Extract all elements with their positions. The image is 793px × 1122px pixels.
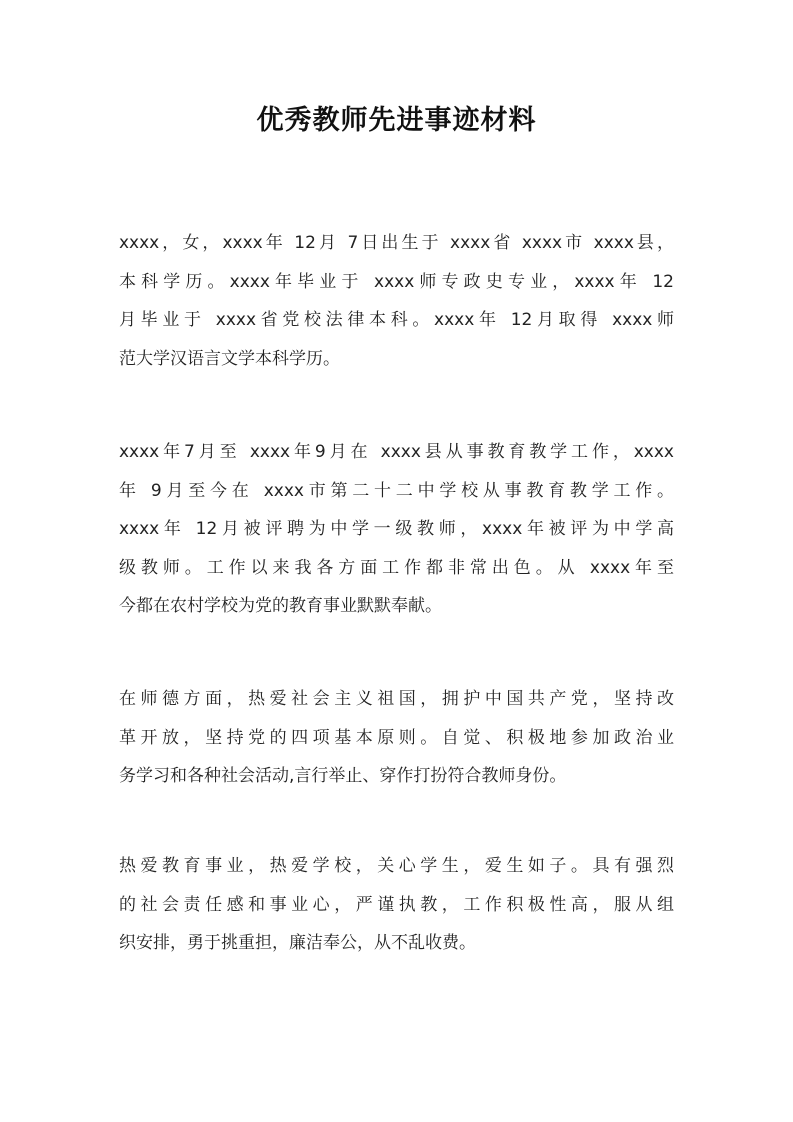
document-title: 优秀教师先进事迹材料: [256, 105, 537, 136]
paragraph-line: 今都在农村学校为党的教育事业默默奉献。: [119, 596, 442, 616]
paragraph-line: xxxx，女，xxxx年 12月 7日出生于 xxxx省 xxxx市 xxxx县，: [119, 233, 674, 253]
paragraph-3: [119, 680, 674, 796]
paragraph-line: 在师德方面，热爱社会主义祖国，拥护中国共产党，坚持改: [119, 689, 674, 709]
paragraph-line: 的社会责任感和事业心，严谨执教，工作积极性高，服从组: [119, 894, 674, 915]
paragraph-4: [119, 847, 674, 963]
paragraph-line: 务学习和各种社会活动,言行举止、穿作打扮符合教师身份。: [119, 766, 567, 786]
paragraph-line: 级教师。工作以来我各方面工作都非常出色。从 xxxx年至: [119, 557, 674, 578]
paragraph-1: [119, 224, 674, 378]
paragraph-line: 范大学汉语言文学本科学历。: [119, 348, 340, 369]
paragraph-line: 热爱教育事业，热爱学校，关心学生，爱生如子。具有强烈: [119, 856, 674, 876]
paragraph-2: [119, 433, 674, 626]
paragraph-line: 月毕业于 xxxx省党校法律本科。xxxx年 12月取得 xxxx师: [119, 310, 674, 330]
paragraph-line: 织安排，勇于挑重担，廉洁奉公，从不乱收费。: [119, 933, 476, 953]
paragraph-line: 本科学历。xxxx年毕业于 xxxx师专政史专业，xxxx年 12: [119, 271, 674, 292]
paragraph-line: xxxx年7月至 xxxx年9月在 xxxx县从事教育教学工作，xxxx: [119, 442, 674, 462]
paragraph-line: 年 9月至今在 xxxx市第二十二中学校从事教育教学工作。: [119, 480, 674, 501]
paragraph-line: xxxx年 12月被评聘为中学一级教师，xxxx年被评为中学高: [119, 519, 674, 539]
paragraph-line: 革开放，坚持党的四项基本原则。自觉、积极地参加政治业: [119, 727, 674, 748]
